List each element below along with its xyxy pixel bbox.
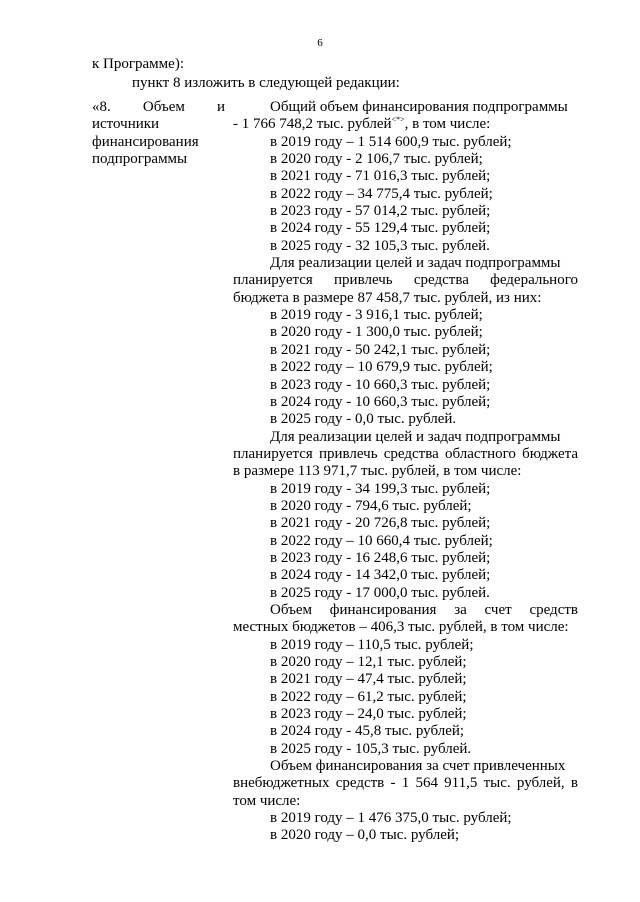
local-year-line: в 2025 году - 105,3 тыс. рублей. [270, 740, 472, 757]
local-line-2: местных бюджетов – 406,3 тыс. рублей, в том числе: [233, 619, 569, 636]
extra-year-line: в 2020 году – 0,0 тыс. рублей; [270, 827, 460, 844]
extra-year-line: в 2019 году – 1 476 375,0 тыс. рублей; [270, 810, 512, 827]
total-amount: - 1 766 748,2 тыс. рублей [233, 116, 392, 133]
regional-line-2: планируется привлечь средства областного бюджета [233, 445, 578, 462]
total-line-1: Общий объем финансирования подпрограммы [270, 99, 568, 115]
federal-line-1: Для реализации целей и задач подпрограммы [270, 255, 561, 272]
federal-line-2: планируется привлечь средства федерального [233, 272, 578, 289]
total-year-line: в 2025 году - 32 105,3 тыс. рублей. [270, 237, 490, 254]
extra-line-1: Объем финансирования за счет привлеченных [270, 758, 566, 775]
total-line-2 [233, 116, 578, 133]
federal-line-3: бюджета в размере 87 458,7 тыс. рублей, из них: [233, 289, 542, 306]
item-number: «8. [92, 99, 111, 115]
local-year-line: в 2019 году – 110,5 тыс. рублей; [270, 636, 474, 653]
local-year-line: в 2022 году – 61,2 тыс. рублей; [270, 688, 467, 705]
left-line: подпрограммы [92, 150, 188, 167]
extra-line-2: внебюджетных средств - 1 564 911,5 тыс. рублей, в [233, 775, 578, 792]
total-year-line: в 2020 году - 2 106,7 тыс. рублей; [270, 151, 483, 168]
left-word-2: и [216, 99, 225, 115]
federal-year-line: в 2019 году - 3 916,1 тыс. рублей; [270, 307, 483, 324]
page-number: 6 [317, 37, 323, 49]
total-year-line: в 2023 году - 57 014,2 тыс. рублей; [270, 203, 491, 220]
federal-year-line: в 2023 году - 10 660,3 тыс. рублей; [270, 376, 491, 393]
regional-year-line: в 2024 году - 14 342,0 тыс. рублей; [270, 567, 491, 584]
total-year-line: в 2019 году – 1 514 600,9 тыс. рублей; [270, 133, 512, 150]
federal-year-line: в 2020 году - 1 300,0 тыс. рублей; [270, 324, 483, 341]
federal-year-line: в 2021 году - 50 242,1 тыс. рублей; [270, 341, 491, 358]
footnote-mark: <*> [391, 115, 405, 125]
local-year-line: в 2020 году – 12,1 тыс. рублей; [270, 654, 467, 670]
table-right-column [233, 99, 578, 845]
federal-year-line: в 2025 году - 0,0 тыс. рублей. [270, 411, 457, 428]
regional-year-line: в 2025 году - 17 000,0 тыс. рублей. [270, 584, 490, 601]
intro-line-2: пункт 8 изложить в следующей редакции: [132, 75, 400, 91]
regional-year-line: в 2021 году - 20 726,8 тыс. рублей; [270, 515, 491, 532]
extra-line-3: том числе: [233, 792, 301, 809]
local-line-1: Объем финансирования за счет средств [270, 601, 578, 618]
left-line: финансирования [92, 133, 199, 150]
left-word-1: Объем [142, 99, 185, 115]
regional-line-3: в размере 113 971,7 тыс. рублей, в том числе: [233, 463, 522, 480]
local-year-line: в 2024 году - 45,8 тыс. рублей; [270, 723, 465, 740]
left-first-line [92, 99, 225, 116]
regional-year-line: в 2019 году - 34 199,3 тыс. рублей; [270, 480, 491, 497]
regional-year-line: в 2023 году - 16 248,6 тыс. рублей; [270, 549, 491, 566]
total-year-line: в 2022 году – 34 775,4 тыс. рублей; [270, 185, 493, 202]
federal-year-line: в 2022 году – 10 679,9 тыс. рублей; [270, 359, 493, 376]
total-year-line: в 2024 году - 55 129,4 тыс. рублей; [270, 220, 491, 237]
table-left-column [92, 99, 225, 168]
federal-year-line: в 2024 году - 10 660,3 тыс. рублей; [270, 393, 491, 410]
total-suffix: , в том числе: [404, 116, 491, 133]
regional-line-1: Для реализации целей и задач подпрограммы [270, 428, 561, 445]
regional-year-line: в 2022 году – 10 660,4 тыс. рублей; [270, 532, 493, 549]
regional-year-line: в 2020 году - 794,6 тыс. рублей; [270, 497, 472, 514]
local-year-line: в 2023 году – 24,0 тыс. рублей; [270, 706, 467, 723]
local-year-line: в 2021 году – 47,4 тыс. рублей; [270, 671, 467, 688]
left-line: источники [92, 116, 160, 133]
total-year-line: в 2021 году - 71 016,3 тыс. рублей; [270, 168, 491, 185]
intro-line-1: к Программе): [92, 56, 184, 72]
